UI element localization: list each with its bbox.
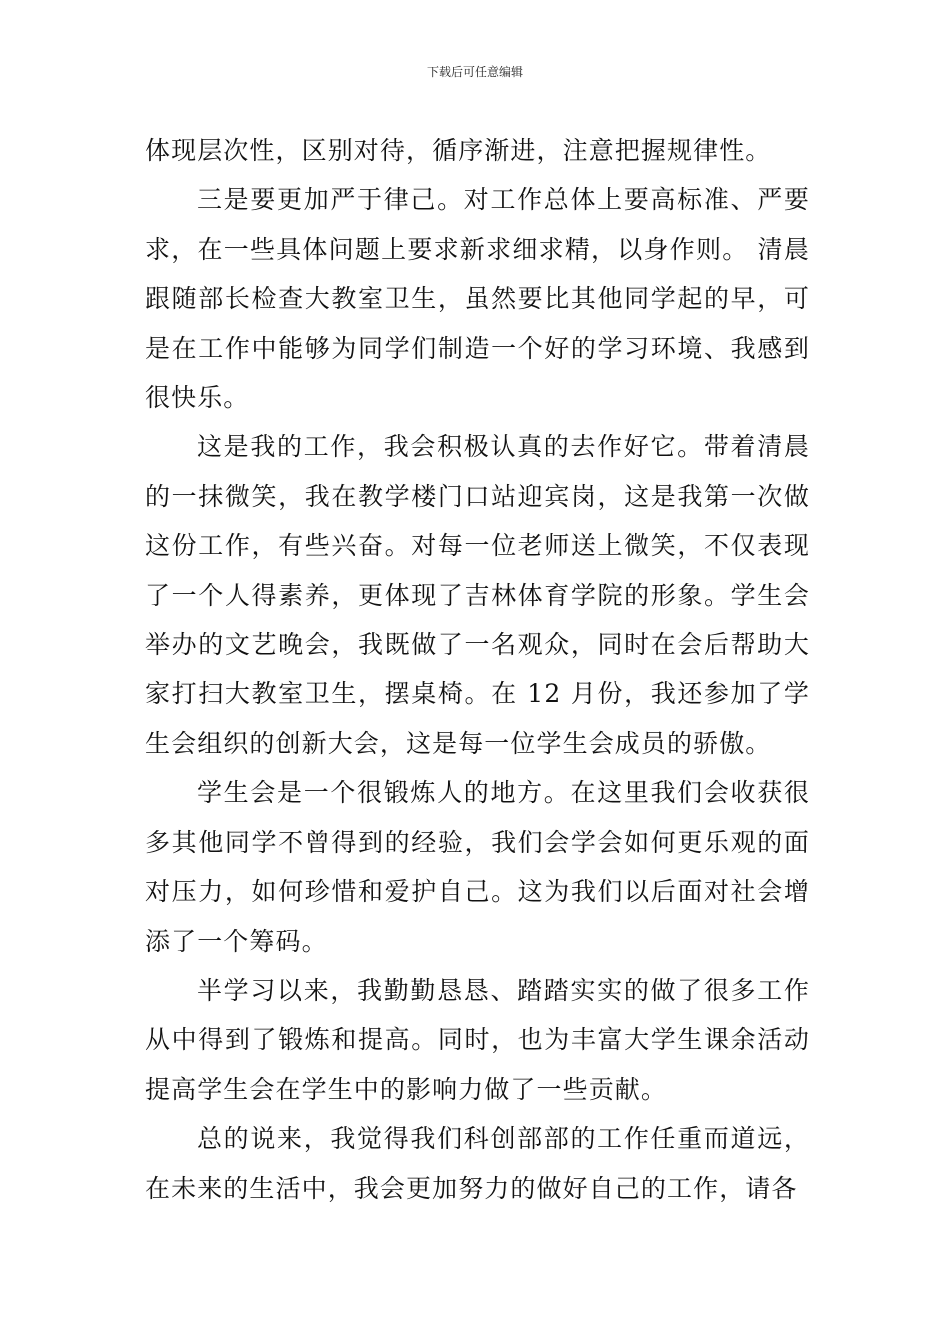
paragraph-6: 总的说来，我觉得我们科创部部的工作任重而道远，在未来的生活中，我会更加努力的做好自己的工作，请各 xyxy=(145,1124,810,1203)
paragraph-2: 三是要更加严于律己。对工作总体上要高标准、严要求，在一些具体问题上要求新求细求精，以身作则。 清晨跟随部长检查大教室卫生，虽然要比其他同学起的早，可是在工作中能够为同学们制造一个好的学习环境、我感到很快乐。 xyxy=(145,185,810,413)
page-header-note: 下载后可任意编辑 xyxy=(426,65,523,79)
paragraph-3: 这是我的工作，我会积极认真的去作好它。带着清晨的一抹微笑，我在教学楼门口站迎宾岗，这是我第一次做这份工作，有些兴奋。对每一位老师送上微笑，不仅表现了一个人得素养，更体现了吉林体育学院的形象。学生会举办的文艺晚会，我既做了一名观众，同时在会后帮助大家打扫大教室卫生，摆桌椅。在 12 月份，我还参加了学生会组织的创新大会，这是每一位学生会成员的骄傲。 xyxy=(145,432,810,758)
paragraph-5: 半学习以来，我勤勤恳恳、踏踏实实的做了很多工作从中得到了锻炼和提高。同时，也为丰富大学生课余活动提高学生会在学生中的影响力做了一些贡献。 xyxy=(145,975,810,1104)
document-body xyxy=(145,126,810,1213)
paragraph-4: 学生会是一个很锻炼人的地方。在这里我们会收获很多其他同学不曾得到的经验，我们会学会如何更乐观的面对压力，如何珍惜和爱护自己。这为我们以后面对社会增添了一个筹码。 xyxy=(145,778,810,956)
paragraph-1: 体现层次性，区别对待，循序渐进，注意把握规律性。 xyxy=(145,136,772,165)
